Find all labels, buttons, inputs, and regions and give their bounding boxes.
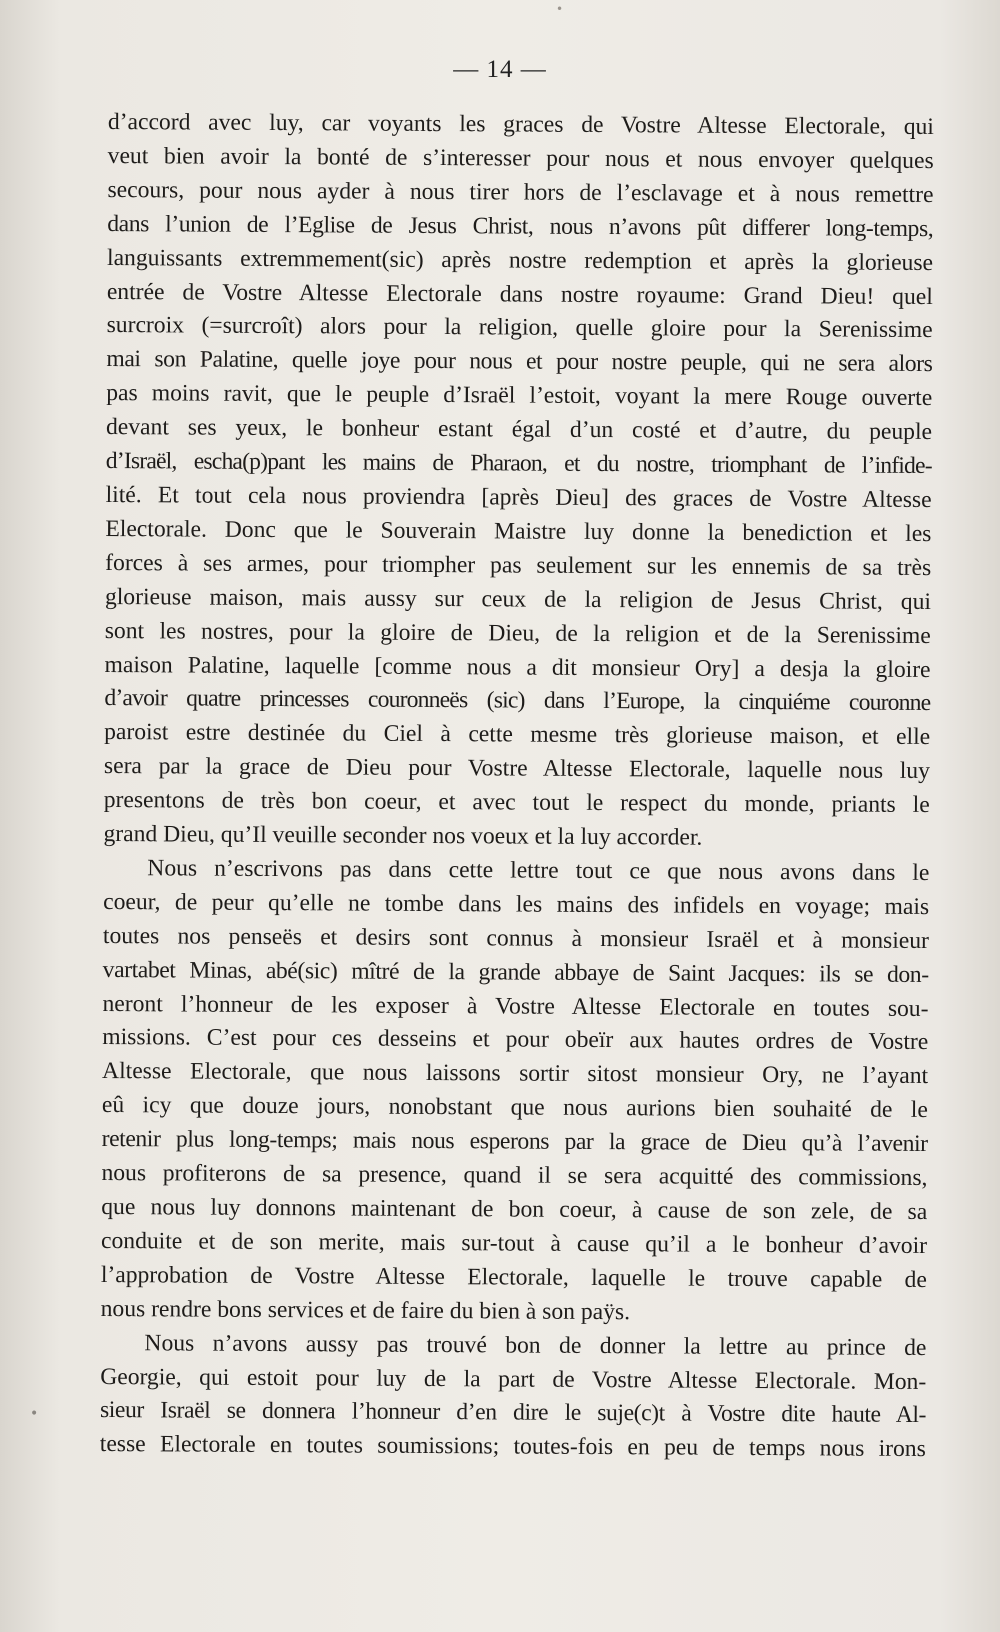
text-line: surcroix (=surcroît) alors pour la religion, quelle gloire pour la Serenissime [106,312,933,344]
text-line: tesse Electorale en toutes soumissions; toutes-fois en peu de temps nous irons [99,1431,926,1463]
text-line: languissants extremmement(sic) après nostre redemption et après la glorieuse [106,244,934,276]
text-line: Electorale. Donc que le Souverain Maistre luy donne la benediction et les [105,515,932,547]
text-line: devant ses yeux, le bonheur estant égal d’un costé et d’autre, du peuple [105,414,933,446]
text-line: dans l’union de l’Eglise de Jesus Christ, nous n’avons pût differer long-temps, [107,210,934,242]
text-line: sera par la grace de Dieu pour Vostre Altesse Electorale, laquelle nous luy [103,753,931,785]
text-line: maison Palatine, laquelle [comme nous a dit monsieur Ory] a desja la gloire [104,651,931,683]
text-line: missions. C’est pour ces desseins et pour obeïr aux hautes ordres de Vostre [102,1024,929,1056]
text-line: toutes nos penseës et desirs sont connus à monsieur Israël et à monsieur [102,922,929,954]
text-line: pas moins ravit, que le peuple d’Israël l’estoit, voyant la mere Rouge ouverte [106,380,933,412]
margin-speck: • [30,1406,39,1422]
text-line: d’accord avec luy, car voyants les graces de Vostre Altesse Electorale, qui [107,108,934,141]
text-line: Altesse Electorale, que nous laissons sortir sitost monsieur Ory, ne l’ayant [102,1058,929,1090]
ink-speck: • [556,2,564,16]
paragraph-start-line: Nous n’escrivons pas dans cette lettre tout ce que nous avons dans le [147,855,930,886]
text-line: sieur Israël se donnera l’honneur d’en dire le suje(c)t à Vostre dite haute Al- [99,1397,927,1429]
text-line: presentons de très bon coeur, et avec tout le respect du monde, priants le [103,787,930,819]
letter-text [100,106,934,1467]
text-line: Georgie, qui estoit pour luy de la part de Vostre Altesse Electorale. Mon- [100,1363,927,1395]
text-line: nous rendre bons services et de faire du bien à son paÿs. [100,1295,631,1325]
paragraph-start-line: Nous n’avons aussy pas trouvé bon de donner la lettre au prince de [144,1329,927,1361]
text-line: d’Israël, escha(p)pant les mains de Pharaon, et du nostre, triomphant de l’infide- [105,448,932,480]
text-line: grand Dieu, qu’Il veuille seconder nos voeux et la luy accorder. [103,821,703,851]
text-line: neront l’honneur de les exposer à Vostre Altesse Electorale en toutes sou- [102,990,929,1022]
text-line: retenir plus long-temps; mais nous esperons par la grace de Dieu qu’à l’avenir [101,1126,928,1158]
text-line: glorieuse maison, mais aussy sur ceux de la religion de Jesus Christ, qui [104,583,932,615]
text-line: conduite et de son merite, mais sur-tout à cause qu’il a le bonheur d’avoir [100,1227,928,1259]
page-number: — 14 — [453,56,547,83]
text-line: l’approbation de Vostre Altesse Electorale, laquelle le trouve capable de [100,1261,927,1293]
text-line: veut bien avoir la bonté de s’interesser pour nous et nous envoyer quelques [107,142,934,174]
text-line: sont les nostres, pour la gloire de Dieu, de la religion et de la Serenissime [104,617,931,649]
text-line: d’avoir quatre princesses couronneës (sic) dans l’Europe, la cinquiéme couronne [104,685,931,717]
text-line: entrée de Vostre Altesse Electorale dans nostre royaume: Grand Dieu! quel [106,278,933,310]
text-line: secours, pour nous ayder à nous tirer hors de l’esclavage et à nous remettre [107,176,934,208]
text-line: eû icy que douze jours, nonobstant que nous aurions bien souhaité de le [101,1092,928,1124]
text-line: vartabet Minas, abé(sic) mîtré de la grande abbaye de Saint Jacques: ils se don- [102,956,929,988]
text-line: coeur, de peur qu’elle ne tombe dans les mains des infidels en voyage; mais [103,888,930,920]
text-line: mai son Palatine, quelle joye pour nous et pour nostre peuple, qui ne sera alors [106,346,933,378]
text-line: que nous luy donnons maintenant de bon coeur, à cause de son zele, de sa [101,1193,928,1226]
text-line: nous profiterons de sa presence, quand il se sera acquitté des commissions, [101,1160,928,1192]
text-line: forces à ses armes, pour triompher pas seulement sur les ennemis de sa très [105,549,932,581]
text-line: lité. Et tout cela nous proviendra [après Dieu] des graces de Vostre Altesse [105,481,932,514]
text-line: paroist estre destinée du Ciel à cette mesme très glorieuse maison, et elle [104,719,931,751]
